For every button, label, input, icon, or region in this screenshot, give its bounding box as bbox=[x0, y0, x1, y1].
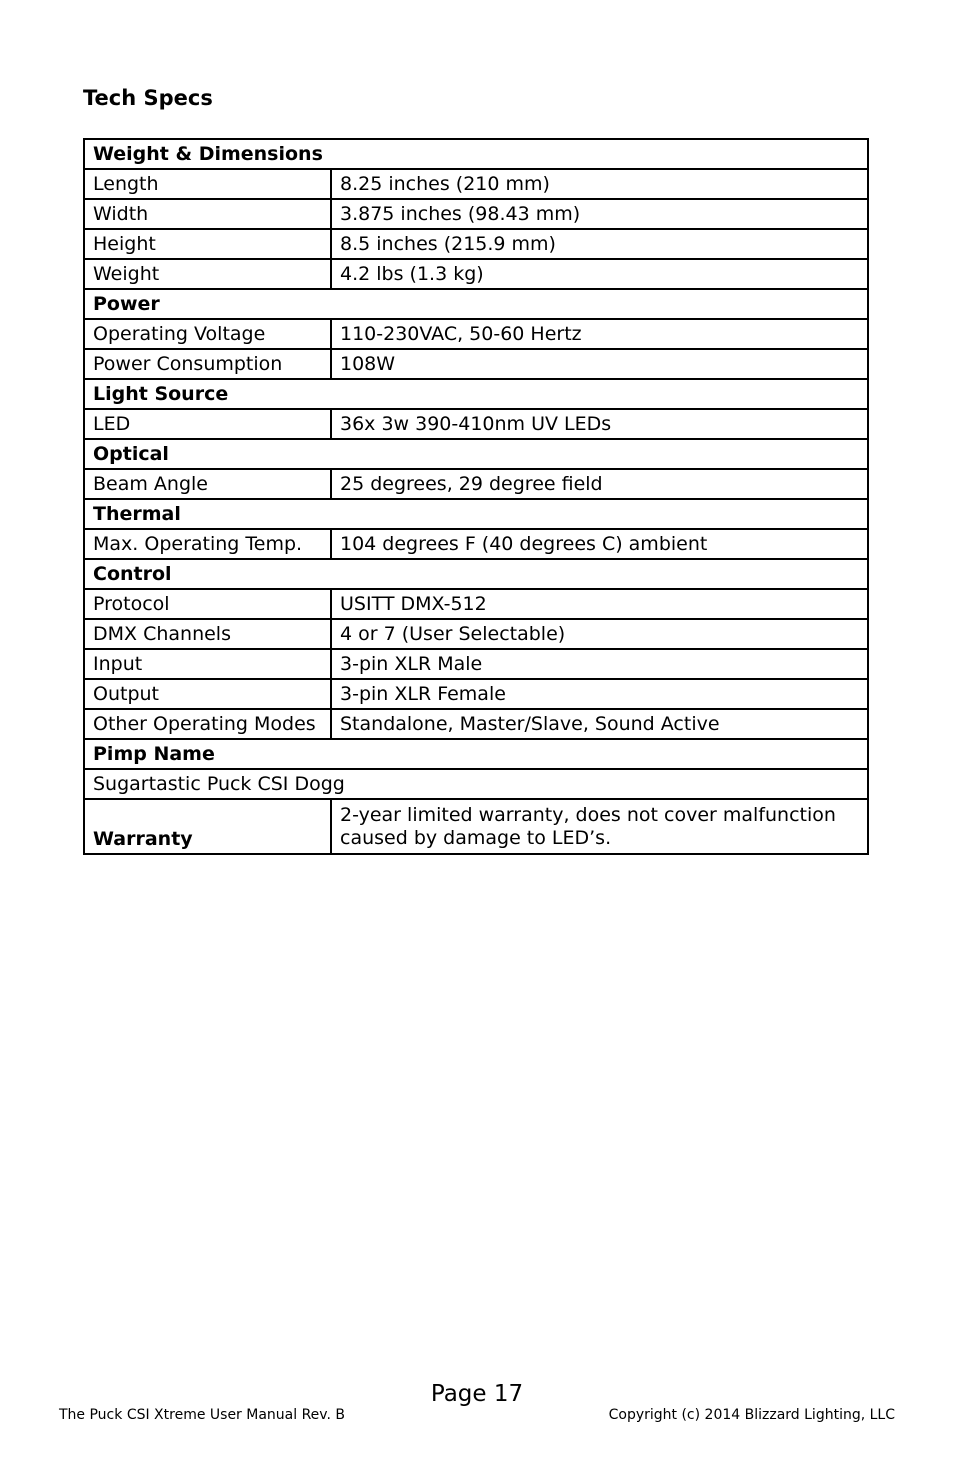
table-row bbox=[84, 409, 868, 439]
spec-value: Sugartastic Puck CSI Dogg bbox=[84, 769, 868, 799]
table-row bbox=[84, 319, 868, 349]
tech-specs-table bbox=[83, 138, 869, 855]
table-row bbox=[84, 589, 868, 619]
spec-value: 3-pin XLR Male bbox=[331, 649, 868, 679]
section-thermal bbox=[84, 499, 868, 529]
spec-label: DMX Channels bbox=[84, 619, 331, 649]
table-row bbox=[84, 259, 868, 289]
spec-value: 104 degrees F (40 degrees C) ambient bbox=[331, 529, 868, 559]
table-row bbox=[84, 709, 868, 739]
page-number: Page 17 bbox=[430, 1381, 524, 1407]
spec-value: 2-year limited warranty, does not cover malfunction caused by damage to LED’s. bbox=[331, 799, 868, 854]
section-heading: Optical bbox=[84, 439, 868, 469]
spec-label: Protocol bbox=[84, 589, 331, 619]
spec-value: 8.25 inches (210 mm) bbox=[331, 169, 868, 199]
spec-label: Length bbox=[84, 169, 331, 199]
section-heading: Light Source bbox=[84, 379, 868, 409]
table-row bbox=[84, 769, 868, 799]
spec-value: 4 or 7 (User Selectable) bbox=[331, 619, 868, 649]
section-pimp-name bbox=[84, 739, 868, 769]
table-row bbox=[84, 199, 868, 229]
spec-label: Output bbox=[84, 679, 331, 709]
spec-label: Weight bbox=[84, 259, 331, 289]
spec-value: 3-pin XLR Female bbox=[331, 679, 868, 709]
spec-value: 110-230VAC, 50-60 Hertz bbox=[331, 319, 868, 349]
spec-value: 8.5 inches (215.9 mm) bbox=[331, 229, 868, 259]
section-heading: Pimp Name bbox=[84, 739, 868, 769]
table-row bbox=[84, 529, 868, 559]
table-row bbox=[84, 469, 868, 499]
section-light-source bbox=[84, 379, 868, 409]
footer-copyright: Copyright (c) 2014 Blizzard Lighting, LLC bbox=[608, 1407, 895, 1423]
section-heading: Control bbox=[84, 559, 868, 589]
footer-manual-title: The Puck CSI Xtreme User Manual Rev. B bbox=[59, 1407, 345, 1423]
spec-value: 4.2 lbs (1.3 kg) bbox=[331, 259, 868, 289]
spec-label: Warranty bbox=[84, 799, 331, 854]
spec-label: Input bbox=[84, 649, 331, 679]
spec-label: Height bbox=[84, 229, 331, 259]
table-row bbox=[84, 649, 868, 679]
spec-value: 3.875 inches (98.43 mm) bbox=[331, 199, 868, 229]
section-heading: Thermal bbox=[84, 499, 868, 529]
table-row bbox=[84, 679, 868, 709]
spec-label: Width bbox=[84, 199, 331, 229]
table-row bbox=[84, 619, 868, 649]
spec-value: Standalone, Master/Slave, Sound Active bbox=[331, 709, 868, 739]
section-control bbox=[84, 559, 868, 589]
spec-label: Max. Operating Temp. bbox=[84, 529, 331, 559]
section-heading: Weight & Dimensions bbox=[84, 139, 868, 169]
table-row bbox=[84, 349, 868, 379]
spec-label: Operating Voltage bbox=[84, 319, 331, 349]
spec-value: 25 degrees, 29 degree field bbox=[331, 469, 868, 499]
table-row bbox=[84, 229, 868, 259]
spec-value: USITT DMX-512 bbox=[331, 589, 868, 619]
spec-label: Power Consumption bbox=[84, 349, 331, 379]
table-row bbox=[84, 169, 868, 199]
section-optical bbox=[84, 439, 868, 469]
section-weight-dimensions bbox=[84, 139, 868, 169]
spec-value: 108W bbox=[331, 349, 868, 379]
section-power bbox=[84, 289, 868, 319]
spec-value: 36x 3w 390-410nm UV LEDs bbox=[331, 409, 868, 439]
spec-label: LED bbox=[84, 409, 331, 439]
page-title: Tech Specs bbox=[83, 86, 213, 110]
spec-label: Other Operating Modes bbox=[84, 709, 331, 739]
section-warranty bbox=[84, 799, 868, 854]
section-heading: Power bbox=[84, 289, 868, 319]
spec-label: Beam Angle bbox=[84, 469, 331, 499]
